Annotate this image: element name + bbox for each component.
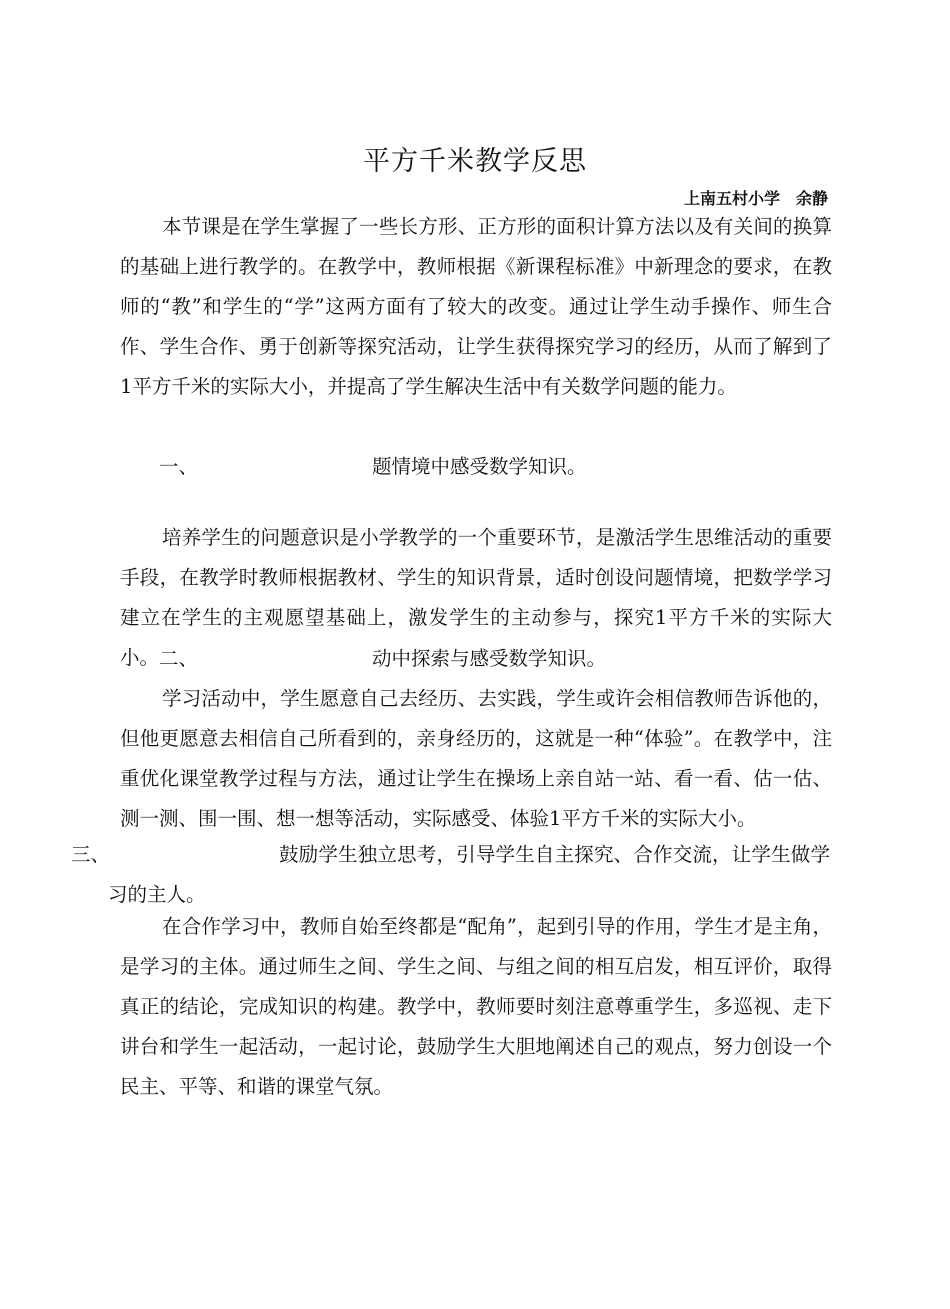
heading-3-text: 鼓励学生独立思考，引导学生自主探究、合作交流，让学生做学习的主人。 xyxy=(108,843,830,906)
paragraph-section-1: 培养学生的问题意识是小学教学的一个重要环节，是激活学生思维活动的重要手段，在教学时教师根据教材、学生的知识背景，适时创设问题情境，把数学学习建立在学生的主观愿望基础上，激发学生的主动参与，探究1平方千米的实际大小。 xyxy=(120,526,832,669)
paragraph-section-2: 学习活动中，学生愿意自己去经历、去实践，学生或许会相信教师告诉他的，但他更愿意去相信自己所看到的，亲身经历的，这就是一种“体验”。在教学中，注重优化课堂教学过程与方法，通过让学生在操场上亲自站一站、看一看、估一估、测一测、围一围、想一想等活动，实际感受、体验1平方千米的实际大小。 xyxy=(120,687,832,830)
heading-2-text: 动中探索与感受数学知识。 xyxy=(372,647,607,670)
author-line: 上南五村小学 余静 xyxy=(683,189,828,208)
heading-1-number: 一、 xyxy=(159,455,199,478)
paragraph-section-3: 在合作学习中，教师自始至终都是“配角”，起到引导的作用，学生才是主角，是学习的主体。通过师生之间、学生之间、与组之间的相互启发，相互评价，取得真正的结论，完成知识的构建。教学中，教师要时刻注意尊重学生，多巡视、走下讲台和学生一起活动，一起讨论，鼓励学生大胆地阐述自己的观点，努力创设一个民主、平等、和谐的课堂气氛。 xyxy=(120,915,832,1098)
heading-2-number: 二、 xyxy=(159,647,199,670)
heading-1-text: 题情境中感受数学知识。 xyxy=(372,455,587,478)
paragraph-intro: 本节课是在学生掌握了一些长方形、正方形的面积计算方法以及有关间的换算的基础上进行教学的。在教学中，教师根据《新课程标准》中新理念的要求，在教师的“教”和学生的“学”这两方面有了较大的改变。通过让学生动手操作、师生合作、学生合作、勇于创新等探究活动，让学生获得探究学习的经历，从而了解到了1平方千米的实际大小，并提高了学生解决生活中有关数学问题的能力。 xyxy=(120,215,832,398)
heading-3-number: 三、 xyxy=(71,843,111,866)
document-title: 平方千米教学反思 xyxy=(363,146,587,177)
